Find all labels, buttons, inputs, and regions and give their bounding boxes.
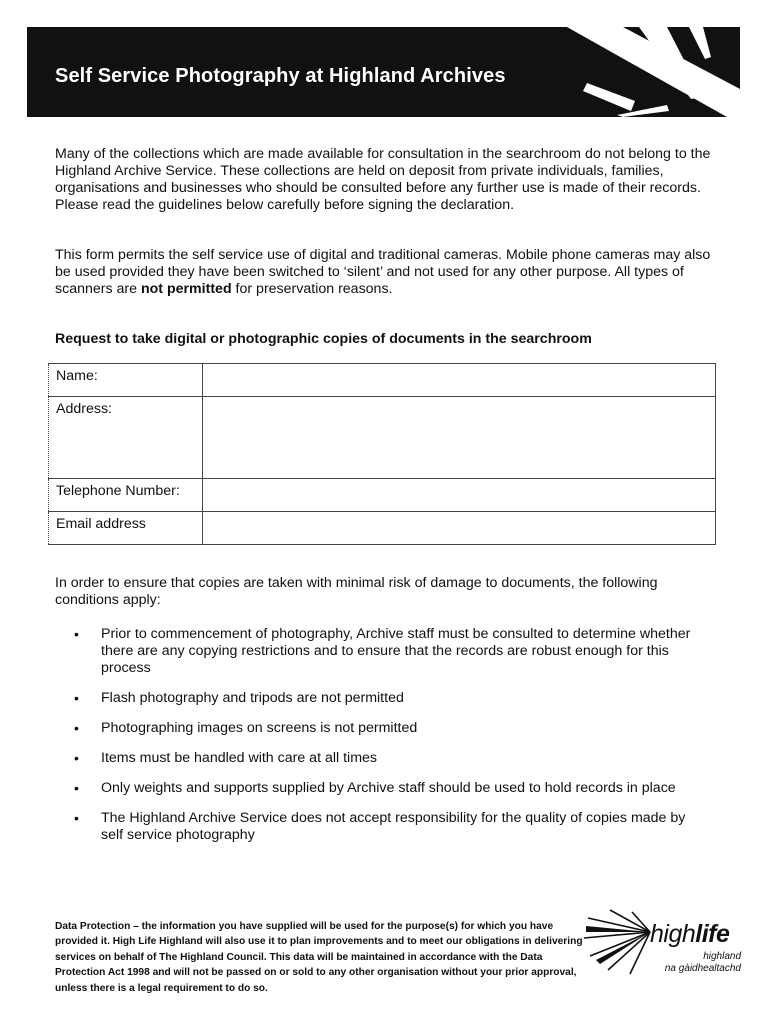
intro-paragraph-2-start: This form permits the self service use of digital and traditional cameras. Mobile phone cameras may also be used provided they have been switched to ‘silent’ and not used for any other purpose. All types of scanners are xyxy=(55,247,711,297)
email-field[interactable] xyxy=(203,512,716,545)
intro-paragraph-2-end: for preservation reasons. xyxy=(231,281,393,297)
list-item: • Prior to commencement of photography, Archive staff must be consulted to determine whether there are any copying restrictions and to ensure that the records are robust enough for this process xyxy=(55,626,705,677)
email-label: Email address xyxy=(49,512,203,545)
logo-word-high: high xyxy=(650,920,696,948)
list-item: • Only weights and supports supplied by Archive staff should be used to hold records in place xyxy=(55,780,705,797)
conditions-list xyxy=(55,626,705,857)
telephone-label: Telephone Number: xyxy=(49,479,203,512)
telephone-field[interactable] xyxy=(203,479,716,512)
logo-subtitle-gaelic: na gàidhealtachd xyxy=(664,963,741,974)
request-form-table xyxy=(48,363,716,545)
highlife-logo xyxy=(580,908,745,988)
form-heading: Request to take digital or photographic copies of documents in the searchroom xyxy=(55,331,592,347)
list-item: • Items must be handled with care at all times xyxy=(55,750,705,767)
page-title: Self Service Photography at Highland Archives xyxy=(55,65,506,87)
logo-subtitle-english: highland xyxy=(703,951,741,962)
title-banner xyxy=(27,27,740,117)
starburst-icon xyxy=(580,908,652,978)
intro-paragraph-1: Many of the collections which are made available for consultation in the searchroom do not belong to the Highland Archive Service. These collections are held on deposit from private individuals, families, organisations and businesses who should be consulted before any further use is made of their records. Please read the guidelines below carefully before signing the declaration. xyxy=(55,146,711,213)
intro-paragraph-2 xyxy=(55,247,715,298)
logo-wordmark xyxy=(650,920,729,949)
list-item: • The Highland Archive Service does not accept responsibility for the quality of copies made by self service photography xyxy=(55,810,705,844)
data-protection-notice: Data Protection – the information you have supplied will be used for the purpose(s) for which you have provided it. High Life Highland will also use it to plan improvements and to meet our obligations in delivering services on behalf of The Highland Council. This data will be maintained in accordance with the Data Protection Act 1998 and will not be passed on or sold to any other organisation without your prior approval, unless there is a legal requirement to do so. xyxy=(55,921,583,994)
list-item: • Photographing images on screens is not permitted xyxy=(55,720,705,737)
list-item: • Flash photography and tripods are not permitted xyxy=(55,690,705,707)
name-label: Name: xyxy=(49,364,203,397)
name-field[interactable] xyxy=(203,364,716,397)
conditions-intro: In order to ensure that copies are taken with minimal risk of damage to documents, the following conditions apply: xyxy=(55,575,658,608)
not-permitted-emphasis: not permitted xyxy=(140,281,232,297)
logo-word-life: life xyxy=(695,920,730,948)
address-field[interactable] xyxy=(203,397,716,479)
address-label: Address: xyxy=(49,397,203,479)
